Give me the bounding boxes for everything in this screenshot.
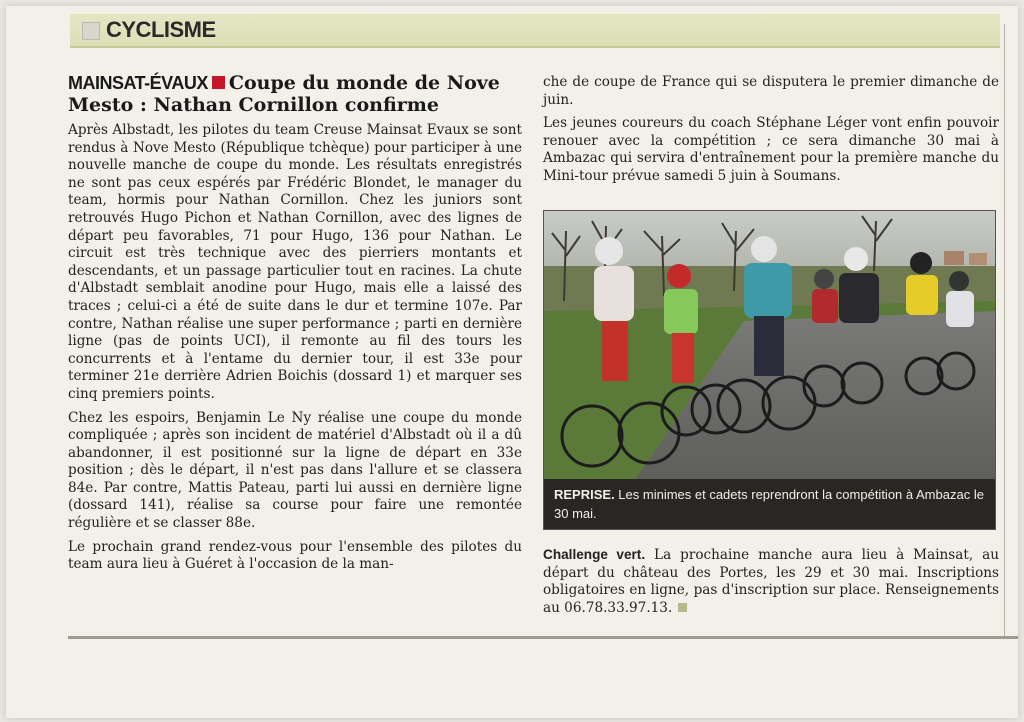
article-headline xyxy=(68,72,522,116)
article-paragraph: Les jeunes coureurs du coach Stéphane Léger vont enfin pouvoir renouer avec la compétition ; ce sera dimanche 30 mai à Ambazac qui servira d'entraînement pour la première manche du Mini-tour prévue samedi 5 juin à Soumans. xyxy=(543,115,999,184)
column-rule xyxy=(1004,24,1005,636)
caption-lead: REPRISE. xyxy=(554,487,615,502)
article-right-column xyxy=(543,74,999,186)
section-square-icon xyxy=(82,22,100,40)
article-location: MAINSAT-ÉVAUX xyxy=(68,73,208,93)
cyclists-photo xyxy=(543,210,996,530)
bottom-rule xyxy=(68,636,1018,639)
photo-caption xyxy=(544,479,995,529)
article-paragraph: Le prochain grand rendez-vous pour l'ensemble des pilotes du team aura lieu à Guéret à l'occasion de la man- xyxy=(68,538,522,573)
end-square-icon xyxy=(678,603,687,612)
challenge-lead: Challenge vert. xyxy=(543,547,646,562)
article-title: Coupe du monde de Nove Mesto : Nathan Cornillon confirme xyxy=(68,72,500,116)
challenge-text: La prochaine manche aura lieu à Mainsat, au départ du château des Portes, les 29 et 30 mai. Inscriptions obligatoires en ligne, pas d'inscription sur place. Renseignements au 06.78.33.97.13. xyxy=(543,547,999,616)
article-paragraph: che de coupe de France qui se disputera le premier dimanche de juin. xyxy=(543,74,999,108)
article-paragraph: Chez les espoirs, Benjamin Le Ny réalise une coupe du monde compliquée ; après son incident de matériel d'Albstadt où il a dû abandonner, il est positionné sur la ligne de départ en 33e position ; dès le départ, il n'est pas dans l'allure et se classera 84e. Par contre, Mattis Pateau, parti lui aussi en dernière ligne (dossard 141), réalise sa course pour faire une remontée régulière et se classer 88e. xyxy=(68,409,522,532)
red-square-icon xyxy=(212,76,225,89)
article-paragraph: Après Albstadt, les pilotes du team Creuse Mainsat Evaux se sont rendus à Nove Mesto (République tchèque) pour participer à une nouvelle manche de coupe du monde. Les résultats enregistrés ne sont pas ceux espérés par Frédéric Blondet, le manager du team, hormis pour Nathan Cornillon. Chez les juniors sont retrouvés Hugo Pichon et Nathan Cornillon, avec des lignes de départ peu favorables, 71 pour Hugo, 136 pour Nathan. Le circuit est très technique avec des pierriers montants et descendants, et un passage particulier tout en racines. La chute d'Albstadt semblait anodine pour Hugo, mais elle a laissé des traces ; celui-ci a été de suite dans le dur et termine 107e. Par contre, Nathan réalise une super performance ; parti en dernière ligne (pas de points UCI), il remonte au fil des tours les concurrents et à l'entame du dernier tour, il est 33e pour terminer 21e derrière Adrien Boichis (dossard 1) et marquer ses cinq premiers points. xyxy=(68,122,522,402)
section-header xyxy=(70,14,1000,48)
article-left-column xyxy=(68,72,522,574)
photo-illustration xyxy=(544,211,996,481)
challenge-brief xyxy=(543,546,999,617)
caption-text: Les minimes et cadets reprendront la compétition à Ambazac le 30 mai. xyxy=(554,487,984,521)
section-title: CYCLISME xyxy=(106,17,216,42)
